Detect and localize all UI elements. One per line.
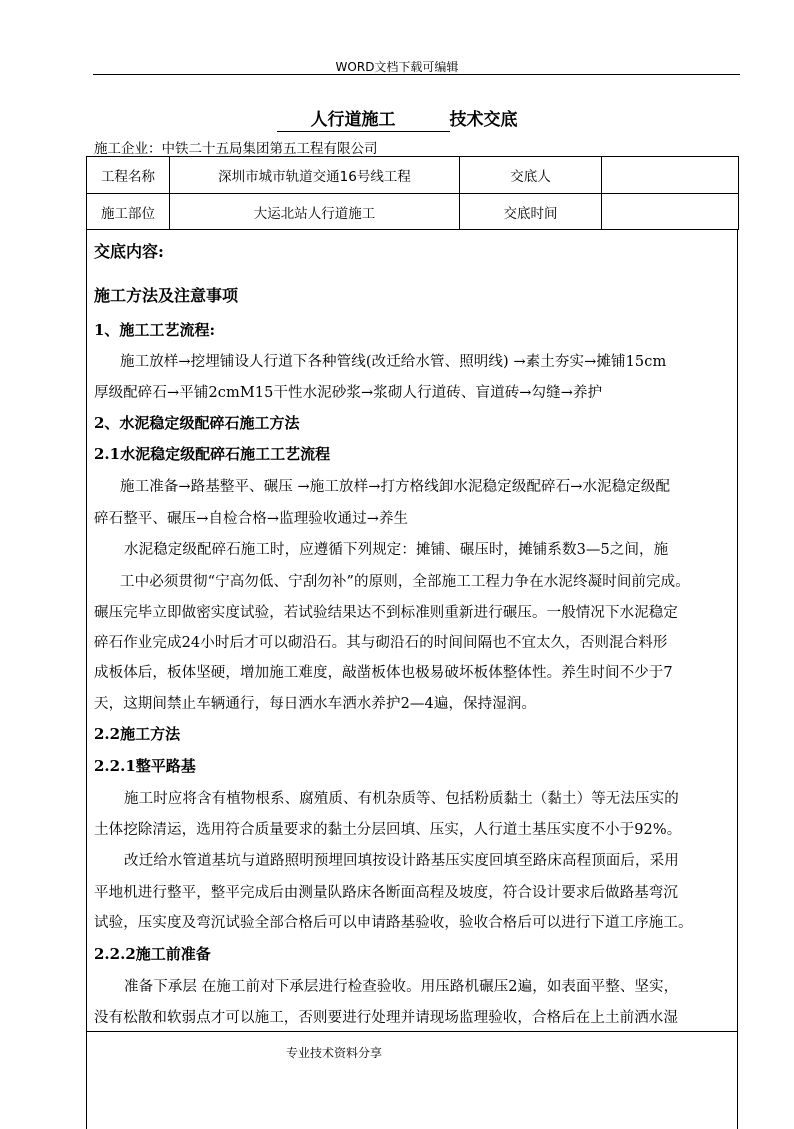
paragraph-line: 工中必须贯彻“宁高勿低、宁刮勿补”的原则，全部施工工程力争在水泥终凝时间前完成。 (120, 574, 690, 590)
paragraph-line: 平地机进行整平，整平完成后由测量队路床各断面高程及坡度，符合设计要求后做路基弯沉 (94, 885, 678, 901)
briefer-value (602, 157, 739, 194)
section-heading: 2.2.1整平路基 (94, 757, 196, 775)
section-heading: 2、水泥稳定级配碎石施工方法 (94, 414, 300, 432)
paragraph-line: 碾压完毕立即做密实度试验，若试验结果达不到标准则重新进行碾压。一般情况下水泥稳定 (94, 605, 678, 621)
paragraph-line: 没有松散和软弱点才可以施工，否则要进行处理并请现场监理验收，合格后在上土前洒水湿 (94, 1010, 678, 1026)
company-line: 施工企业：中铁二十五局集团第五工程有限公司 (94, 141, 378, 157)
document-title (0, 105, 794, 132)
section-heading: 1、施工工艺流程: (94, 321, 215, 339)
section-heading: 2.2.2施工前准备 (94, 945, 211, 963)
page-footer: 专业技术资料分享 (286, 1046, 383, 1060)
briefing-time-value (602, 194, 739, 230)
paragraph-line: 成板体后，板体坚硬，增加施工难度，敲凿板体也极易破坏板体整体性。养生时间不少于7 (94, 665, 673, 681)
paragraph-line: 准备下承层 在施工前对下承层进行检查验收。用压路机碾压2遍，如表面平整、坚实， (124, 979, 679, 995)
content-heading: 交底内容: (94, 242, 164, 261)
paragraph-line: 改迁给水管道基坑与道路照明预埋回填按设计路基压实度回填至路床高程顶面后，采用 (124, 853, 679, 869)
briefer-label: 交底人 (460, 157, 602, 194)
paragraph-line: 天，这期间禁止车辆通行，每日洒水车洒水养护2—4遍，保持湿润。 (94, 696, 537, 712)
work-area-label: 施工部位 (87, 194, 170, 230)
content-bottom-rule (86, 1031, 738, 1032)
paragraph-line: 施工放样→挖埋铺设人行道下各种管线(改迁给水管、照明线) →素土夯实→摊铺15cm (120, 354, 667, 370)
title-subject: 人行道施工 (277, 105, 400, 132)
table-row (87, 157, 739, 194)
paragraph-line: 碎石作业完成24小时后才可以砌沿石。其与砌沿石的时间间隔也不宜太久，否则混合料形 (94, 635, 668, 651)
title-blank (400, 110, 450, 132)
paragraph-line: 施工时应将含有植物根系、腐殖质、有机杂质等、包括粉质黏土（黏土）等无法压实的 (124, 791, 679, 807)
briefing-time-label: 交底时间 (460, 194, 602, 230)
paragraph-line: 水泥稳定级配碎石施工时，应遵循下列规定：摊铺、碾压时，摊铺系数3—5之间，施 (124, 542, 669, 558)
info-table (86, 156, 739, 230)
section-heading: 2.2施工方法 (94, 725, 181, 743)
project-name-value: 深圳市城市轨道交通16号线工程 (170, 157, 460, 194)
section-heading: 施工方法及注意事项 (94, 286, 239, 305)
section-heading: 2.1水泥稳定级配碎石施工工艺流程 (94, 445, 331, 463)
title-suffix: 技术交底 (449, 110, 518, 130)
paragraph-line: 试验，压实度及弯沉试验全部合格后可以申请路基验收，验收合格后可以进行下道工序施工。 (94, 915, 693, 931)
paragraph-line: 厚级配碎石→平铺2cmM15干性水泥砂浆→浆砌人行道砖、盲道砖→勾缝→养护 (94, 385, 603, 401)
paragraph-line: 施工准备→路基整平、碾压 →施工放样→打方格线卸水泥稳定级配碎石→水泥稳定级配 (120, 479, 671, 495)
header-rule (93, 74, 740, 75)
paragraph-line: 碎石整平、碾压→自检合格→监理验收通过→养生 (94, 511, 409, 527)
paragraph-line: 土体挖除清运，选用符合质量要求的黏土分层回填、压实，人行道土基压实度不小于92%。 (94, 822, 682, 838)
table-row (87, 194, 739, 230)
page-header: WORD文档下载可编辑 (335, 60, 459, 74)
project-name-label: 工程名称 (87, 157, 170, 194)
work-area-value: 大运北站人行道施工 (170, 194, 460, 230)
